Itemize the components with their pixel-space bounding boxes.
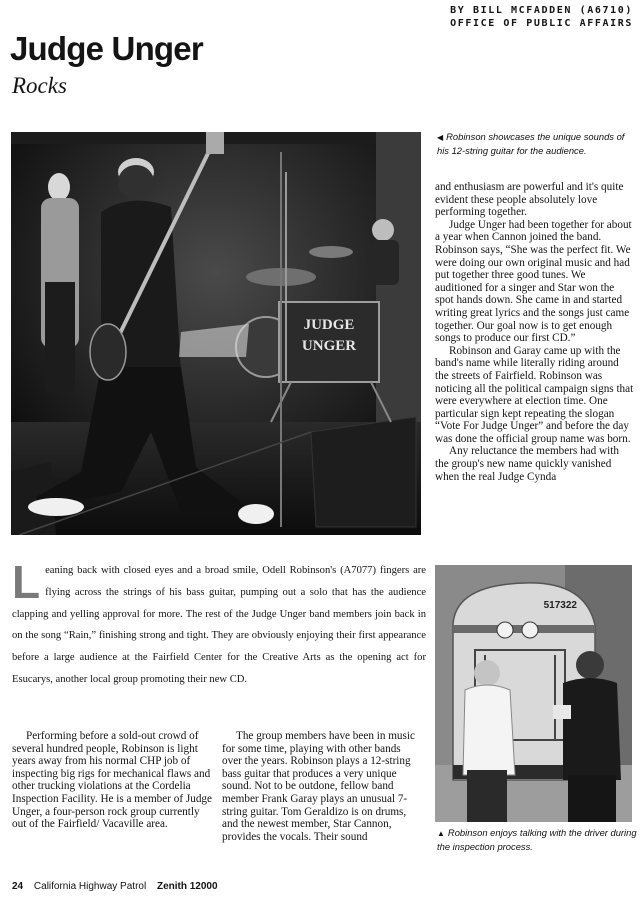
page-number: 24 xyxy=(12,881,24,892)
concert-photo xyxy=(11,132,421,535)
byline xyxy=(450,4,633,30)
truck-caption xyxy=(437,826,637,853)
truck-caption-text: Robinson enjoys talking with the driver during the inspection process. xyxy=(437,827,637,852)
truck-photo-illustration xyxy=(435,565,632,822)
article-title: Judge Unger xyxy=(10,30,203,67)
drop-cap: L xyxy=(12,556,41,608)
issue-name: Zenith 12000 xyxy=(156,881,218,892)
paragraph: Judge Unger had been together for about a year when Cannon joined the band. Robinson says, “She was the perfect fit. We were doing our own original music and had put together three good tunes. We auditioned for a singer and Star won the spot hands down. She came in and started writing great lyrics and the songs just came together. Our goal now is to get enough songs to produce our first CD.” xyxy=(435,218,632,345)
paragraph: and enthusiasm are powerful and it's quite evident these people absolutely love performing together. xyxy=(435,181,624,219)
triangle-up-icon: ▲ xyxy=(437,829,445,838)
byline-author: BY BILL MCFADDEN (A6710) xyxy=(450,5,633,16)
page-footer xyxy=(12,880,226,893)
triangle-left-icon: ◀ xyxy=(437,133,444,142)
paragraph: Performing before a sold-out crowd of several hundred people, Robinson is light years away from his normal CHP job of inspecting big rigs for mechanical flaws and other trucking violations at the Cordelia Inspection Facility. He is a member of Judge Unger, a four-person rock group currently out of the Fairfield/ Vacaville area. xyxy=(12,730,212,831)
lead-text: eaning back with closed eyes and a broad smile, Odell Robinson's (A7077) fingers are flying across the strings of his bass guitar, pumping out a solo that has the audience clapping and yelling approval for more. The rest of the Judge Unger band members join back in on the song “Rain,” finishing strong and tight. They are obviously enjoying their first appearance before a large audience at the Fairfield Center for the Creative Arts as the opening act for Esucarys, another local group promoting their new CD. xyxy=(12,565,426,685)
drum-text-judge: JUDGE xyxy=(303,317,355,333)
column-left xyxy=(12,730,212,831)
concert-photo-illustration xyxy=(11,132,421,535)
paragraph: Any reluctance the members had with the group's new name quickly vanished when the real Judge Cynda xyxy=(435,445,619,483)
paragraph: Robinson and Garay came up with the band's name while literally riding around the streets of Fairfield. Robinson was noticing all the political campaign signs that were everywhere at election time. One particular sign kept repeating the slogan “Vote For Judge Unger” and before the day was done the official group name was born. xyxy=(435,344,634,445)
concert-caption-text: Robinson showcases the unique sounds of his 12-string guitar for the audience. xyxy=(437,131,625,156)
column-middle xyxy=(222,730,422,843)
byline-office: OFFICE OF PUBLIC AFFAIRS xyxy=(450,18,633,29)
truck-photo xyxy=(435,565,632,822)
paragraph: The group members have been in music for some time, playing with other bands over the years. Robinson plays a 12-string bass guitar that produces a very unique sound. Not to be outdone, fellow band member Frank Garay plays an unusual 7-string guitar. Tom Geraldizo is on drums, and the newest member, Star Cannon, provides the vocals. Their sound xyxy=(222,730,415,843)
drum-text-unger: UNGER xyxy=(301,338,357,354)
column-right xyxy=(435,181,635,483)
truck-number: 517322 xyxy=(543,600,577,611)
article-subtitle: Rocks xyxy=(12,73,67,98)
lead-paragraph xyxy=(12,556,426,691)
publication-name: California Highway Patrol xyxy=(33,881,147,892)
concert-caption xyxy=(437,130,637,157)
